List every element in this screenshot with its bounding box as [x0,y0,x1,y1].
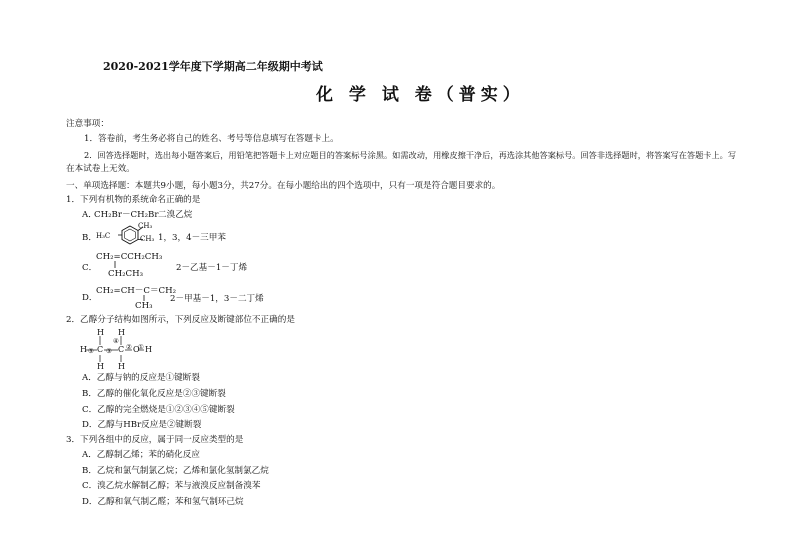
q1-option-d-name: 2－甲基－1，3－二丁烯 [170,294,264,304]
q2-atom-h-bottom-1: H [97,362,104,371]
q2-stem: 2．乙醇分子结构如图所示，下列反应及断键部位不正确的是 [66,315,295,325]
q2-atom-h-top-2: H [118,328,125,337]
q2-bond-number-1: ① [138,343,144,351]
q1-option-d-formula-top: CH₂=CH－C＝CH₂ [96,286,177,296]
q2-atom-o: O [133,345,140,354]
q1-option-d-formula-bottom: CH₃ [135,301,153,311]
q2-atom-c-2: C [118,345,125,354]
q2-option-b: B．乙醇的催化氧化反应是②③键断裂 [82,389,226,399]
q3-option-a: A．乙醇制乙烯；苯的硝化反应 [82,450,200,460]
q3-option-b: B．乙烷和氯气制氯乙烷；乙烯和氯化氢制氯乙烷 [82,466,269,476]
q1-option-b-h3c: H₃C [96,232,111,240]
q1-option-c-formula-top: CH₂=CCH₂CH₃ [96,252,163,262]
q2-option-c: C．乙醇的完全燃烧是①②③④⑤键断裂 [82,405,235,415]
q3-option-d: D．乙醇和氧气制乙醛；苯和氢气制环己烷 [82,497,244,507]
q2-option-a: A．乙醇与钠的反应是①键断裂 [82,373,200,383]
q1-option-b-name: 1，3，4－三甲苯 [158,233,226,243]
q2-atom-c-1: C [97,345,104,354]
q2-bond-number-4: ④ [113,337,119,345]
notes-item-1: 1．答卷前，考生务必将自己的姓名、考号等信息填写在答题卡上。 [84,134,339,144]
q2-atom-h-left: H [80,345,87,354]
q2-atom-h-top-1: H [97,328,104,337]
notes-item-2-line-1: 2．回答选择题时，选出每小题答案后，用铅笔把答题卡上对应题目的答案标号涂黑。如需改动，用橡皮擦干净后，再选涂其他答案标号。回答非选择题时，将答案写在答题卡上。写 [84,150,737,160]
q1-option-b-ch3-top: CH₃ [138,222,153,230]
q1-option-c-formula-bottom: CH₂CH₃ [108,269,144,279]
q3-stem: 3．下列各组中的反应，属于同一反应类型的是 [66,435,244,445]
q2-option-d: D．乙醇与HBr反应是②键断裂 [82,420,202,430]
q1-option-c-name: 2－乙基－1－丁烯 [176,263,248,273]
notes-heading: 注意事项： [66,119,109,129]
q1-option-c-label: C． [82,263,98,273]
q1-option-a-label: A． [82,210,97,220]
exam-header-line: 2020-2021学年度下学期高二年级期中考试 [103,60,323,73]
page-title: 化 学 试 卷（普实） [316,85,525,105]
q2-atom-h-bottom-2: H [118,362,125,371]
q2-bond-number-3: ③ [106,347,112,355]
q1-option-b-ch3-right: CH₃ [140,235,155,243]
q3-option-c: C．溴乙烷水解制乙醇；苯与液溴反应制备溴苯 [82,481,261,491]
q1-option-b-label: B． [82,233,97,243]
q1-option-a-formula: CH₂Br－CH₂Br [94,210,159,220]
notes-item-2-line-2: 在本试卷上无效。 [66,164,135,174]
q1-option-a-name: 二溴乙烷 [158,210,193,220]
q2-bond-number-2: ② [126,343,132,351]
section-1-heading: 一、单项选择题：本题共9小题，每小题3分，共27分。在每小题给出的四个选项中，只有一项是符合题目要求的。 [66,181,501,191]
q1-stem: 1．下列有机物的系统命名正确的是 [66,195,201,205]
q1-option-d-label: D． [82,293,98,303]
q2-atom-h-right: H [145,345,152,354]
q2-bond-number-5: ⑤ [88,347,94,355]
